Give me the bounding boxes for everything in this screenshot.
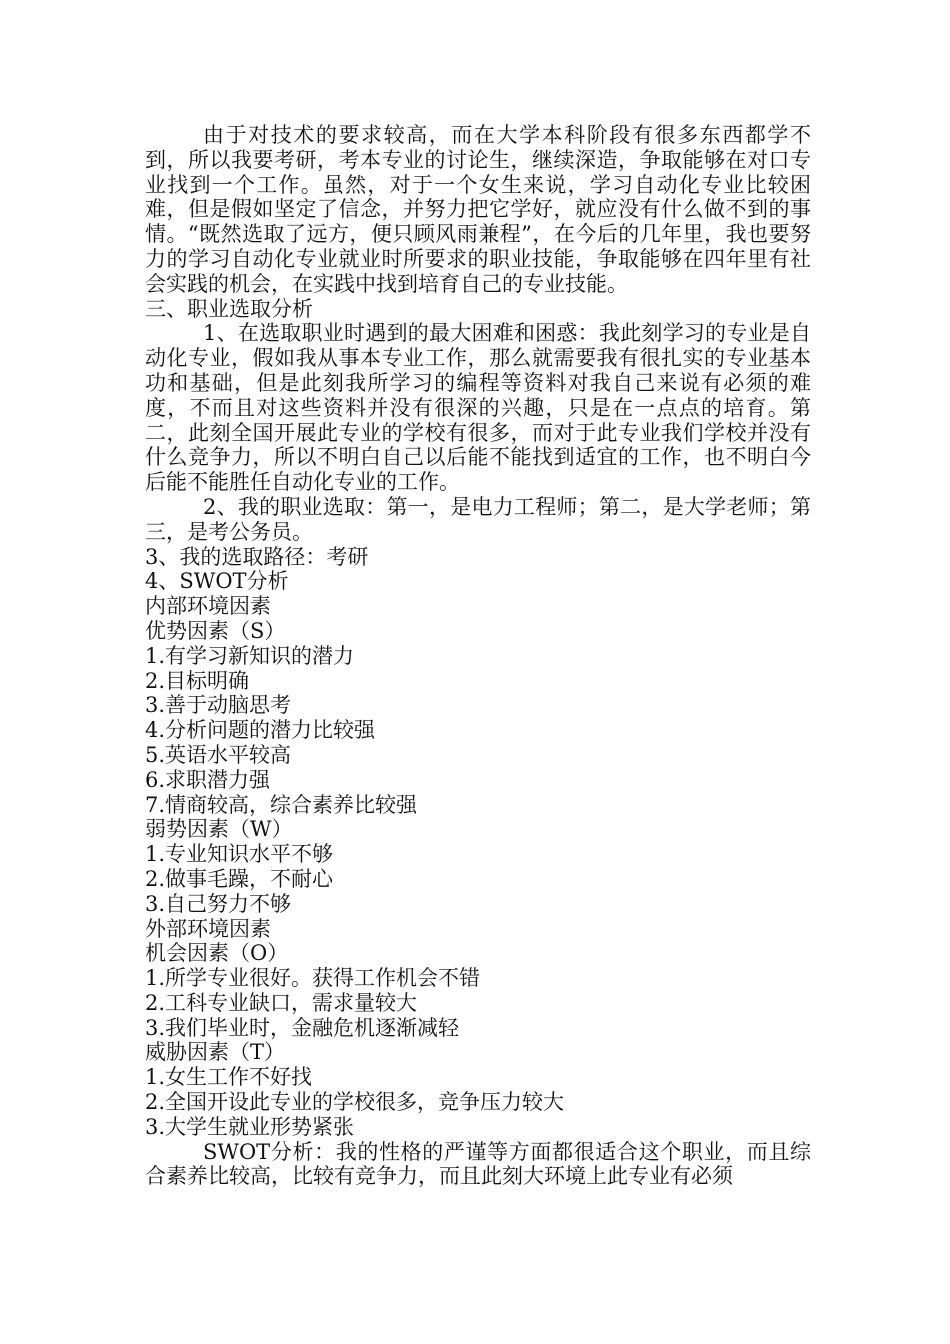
list-item: 5.英语水平较高 [145,742,292,767]
list-item: 1.所学专业很好。获得工作机会不错 [145,966,481,991]
threats-list [145,1065,811,1139]
choice-paragraph: 2、我的职业选取：第一，是电力工程师；第二，是大学老师；第三，是考公务员。 [145,494,811,544]
list-item: 2.做事毛躁，不耐心 [145,866,334,891]
list-item: 3.大学生就业形势紧张 [145,1114,355,1139]
external-heading: 外部环境因素 [145,916,271,941]
internal-heading: 内部环境因素 [145,594,271,619]
weaknesses-list [145,842,811,916]
list-item: 3.善于动脑思考 [145,693,292,718]
list-item: 1.有学习新知识的潜力 [145,643,355,668]
list-item: 4.分析问题的潜力比较强 [145,718,376,743]
list-item: 1.专业知识水平不够 [145,842,334,867]
opportunities-list [145,966,811,1040]
swot-summary-paragraph: SWOT分析：我的性格的严谨等方面都很适合这个职业，而且综合素养比较高，比较有竞争力，而且此刻大环境上此专业有必须 [145,1139,811,1189]
threats-heading: 威胁因素（T） [145,1040,286,1065]
list-item: 3.我们毕业时，金融危机逐渐减轻 [145,1015,460,1040]
path-line: 3、我的选取路径：考研 [145,544,369,569]
list-item: 3.自己努力不够 [145,891,292,916]
difficulty-paragraph: 1、在选取职业时遇到的最大困难和困惑：我此刻学习的专业是自动化专业，假如我从事本专业工作，那么就需要我有很扎实的专业基本功和基础，但是此刻我所学习的编程等资料对我自己来说有必须的难度，不而且对这些资料并没有很深的兴趣，只是在一点点的培育。第二，此刻全国开展此专业的学校有很多，而对于此专业我们学校并没有什么竞争力，所以不明白自己以后能不能找到适宜的工作，也不明白今后能不能胜任自动化专业的工作。 [145,321,811,495]
document-body [145,123,811,1189]
swot-heading: 4、SWOT分析 [145,569,289,594]
strengths-heading: 优势因素（S） [145,618,286,643]
opportunities-heading: 机会因素（O） [145,941,289,966]
list-item: 2.工科专业缺口，需求量较大 [145,990,418,1015]
intro-paragraph: 由于对技术的要求较高，而在大学本科阶段有很多东西都学不到，所以我要考研，考本专业的讨论生，继续深造，争取能够在对口专业找到一个工作。虽然，对于一个女生来说，学习自动化专业比较困难，但是假如坚定了信念，并努力把它学好，就应没有什么做不到的事情。“既然选取了远方，便只顾风雨兼程”，在今后的几年里，我也要努力的学习自动化专业就业时所要求的职业技能，争取能够在四年里有社会实践的机会，在实践中找到培育自己的专业技能。 [145,123,811,296]
list-item: 6.求职潜力强 [145,767,271,792]
list-item: 2.目标明确 [145,668,250,693]
strengths-list [145,644,811,818]
list-item: 2.全国开设此专业的学校很多，竞争压力较大 [145,1090,565,1115]
section-heading: 三、职业选取分析 [145,296,313,321]
list-item: 7.情商较高，综合素养比较强 [145,792,418,817]
list-item: 1.女生工作不好找 [145,1065,313,1090]
weaknesses-heading: 弱势因素（W） [145,817,293,842]
